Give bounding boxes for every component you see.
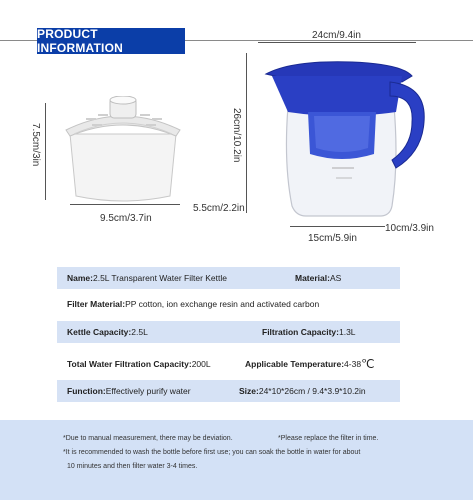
note-replace-filter: *Please replace the filter in time.: [278, 435, 379, 442]
filter-width-label: 9.5cm/3.7in: [100, 213, 152, 224]
kettle-base-width-label: 15cm/5.9in: [308, 233, 357, 244]
spec-row-filter: [57, 293, 400, 315]
note-wash-bottle: *It is recommended to wash the bottle before first use; you can soak the bottle in water for about: [63, 449, 361, 456]
kettle-depth-label: 10cm/3.9in: [385, 223, 434, 234]
spec-row-name: [57, 267, 400, 289]
kettle-base-width-line: [290, 226, 385, 227]
size-label: Size:: [239, 386, 259, 396]
size-value: 24*10*26cm / 9.4*3.9*10.2in: [258, 386, 366, 396]
note-soak-time: 10 minutes and then filter water 3-4 times.: [67, 463, 198, 470]
name-value: 2.5L Transparent Water Filter Kettle: [92, 273, 227, 283]
filtration-capacity-value: 1.3L: [338, 327, 356, 337]
kettle-width-label: 24cm/9.4in: [312, 30, 361, 41]
filter-value: PP cotton, ion exchange resin and activated carbon: [125, 299, 320, 309]
filter-width-line: [70, 204, 180, 205]
filter-height-label: 7.5cm/3in: [30, 123, 41, 167]
name-label: Name:: [67, 273, 93, 283]
spec-row-total: [57, 353, 400, 375]
kettle-height-line: [246, 53, 247, 213]
filter-depth-label: 5.5cm/2.2in: [193, 203, 245, 214]
note-deviation: *Due to manual measurement, there may be deviation.: [63, 435, 233, 442]
spec-row-function: [57, 380, 400, 402]
temperature-label: Applicable Temperature:: [245, 359, 345, 369]
total-capacity-value: 200L: [191, 359, 211, 369]
kettle-capacity-value: 2.5L: [131, 327, 148, 337]
kettle-width-line: [258, 42, 416, 43]
kettle-capacity-label: Kettle Capacity:: [67, 327, 132, 337]
filter-cartridge-image: [58, 96, 188, 206]
material-label: Material:: [295, 273, 330, 283]
temperature-unit: ℃: [361, 357, 375, 371]
kettle-image: [262, 56, 432, 226]
filtration-capacity-label: Filtration Capacity:: [262, 327, 339, 337]
filter-height-line: [45, 103, 46, 200]
temperature-value: 4-38: [344, 359, 362, 369]
filter-label: Filter Material:: [67, 299, 126, 309]
spec-row-capacity: [57, 321, 400, 343]
page-title: PRODUCT INFORMATION: [37, 28, 185, 54]
function-value: Effectively purify water: [105, 386, 191, 396]
kettle-height-label: 26cm/10.2in: [231, 108, 242, 163]
total-capacity-label: Total Water Filtration Capacity:: [67, 359, 192, 369]
notes-panel: [0, 420, 473, 500]
material-value: AS: [329, 273, 342, 283]
function-label: Function:: [67, 386, 106, 396]
